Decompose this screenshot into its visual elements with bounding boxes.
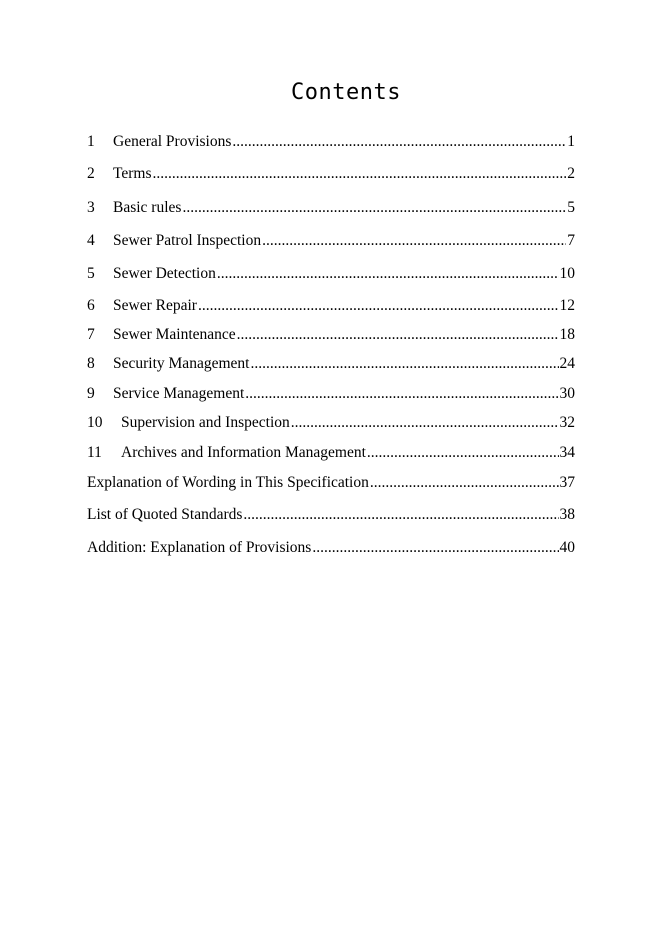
entry-label: Sewer Repair — [113, 297, 197, 314]
entry-page-number: 7 — [567, 232, 575, 249]
toc-entry[interactable] — [87, 232, 575, 254]
toc-entry[interactable] — [87, 414, 575, 436]
toc-entry[interactable] — [87, 133, 575, 155]
entry-number: 5 — [87, 265, 95, 282]
entry-page-number: 37 — [559, 474, 575, 491]
entry-number: 10 — [87, 414, 103, 431]
dot-leader — [217, 265, 559, 283]
entry-label: Supervision and Inspection — [121, 414, 290, 431]
entry-page-number: 18 — [559, 326, 575, 343]
toc-entry[interactable] — [87, 199, 575, 221]
dot-leader — [367, 444, 559, 462]
toc-entry[interactable] — [87, 265, 575, 287]
dot-leader — [312, 539, 558, 557]
entry-page-number: 1 — [567, 133, 575, 150]
dot-leader — [237, 326, 559, 344]
toc-entry[interactable] — [87, 297, 575, 319]
entry-label: List of Quoted Standards — [87, 506, 243, 523]
entry-number: 11 — [87, 444, 102, 461]
toc-entry[interactable] — [87, 444, 575, 466]
entry-page-number: 34 — [559, 444, 575, 461]
toc-entry[interactable] — [87, 355, 575, 377]
toc-entry[interactable] — [87, 474, 575, 496]
toc-entry[interactable] — [87, 506, 575, 528]
dot-leader — [243, 506, 558, 524]
entry-label: Explanation of Wording in This Specification — [87, 474, 369, 491]
entry-label: Archives and Information Management — [121, 444, 366, 461]
entry-label: Security Management — [113, 355, 250, 372]
entry-label: General Provisions — [113, 133, 232, 150]
entry-page-number: 2 — [567, 165, 575, 182]
entry-label: Addition: Explanation of Provisions — [87, 539, 312, 556]
entry-page-number: 40 — [559, 539, 575, 556]
contents-heading: Contents — [291, 80, 401, 105]
entry-number: 9 — [87, 385, 95, 402]
dot-leader — [262, 232, 566, 250]
dot-leader — [153, 165, 567, 183]
entry-page-number: 38 — [559, 506, 575, 523]
entry-number: 2 — [87, 165, 95, 182]
entry-label: Terms — [113, 165, 152, 182]
entry-page-number: 5 — [567, 199, 575, 216]
entry-number: 4 — [87, 232, 95, 249]
dot-leader — [245, 385, 558, 403]
entry-number: 3 — [87, 199, 95, 216]
entry-label: Sewer Patrol Inspection — [113, 232, 262, 249]
dot-leader — [182, 199, 566, 217]
entry-label: Sewer Maintenance — [113, 326, 236, 343]
toc-entry[interactable] — [87, 326, 575, 348]
entry-label: Basic rules — [113, 199, 182, 216]
dot-leader — [232, 133, 566, 151]
entry-label: Service Management — [113, 385, 245, 402]
dot-leader — [250, 355, 558, 373]
entry-label: Sewer Detection — [113, 265, 216, 282]
entry-number: 8 — [87, 355, 95, 372]
entry-page-number: 30 — [559, 385, 575, 402]
entry-number: 1 — [87, 133, 95, 150]
entry-number: 7 — [87, 326, 95, 343]
entry-page-number: 24 — [559, 355, 575, 372]
entry-number: 6 — [87, 297, 95, 314]
entry-page-number: 12 — [559, 297, 575, 314]
entry-page-number: 10 — [559, 265, 575, 282]
dot-leader — [370, 474, 559, 492]
toc-entry[interactable] — [87, 165, 575, 187]
dot-leader — [198, 297, 559, 315]
toc-entry[interactable] — [87, 539, 575, 561]
toc-entry[interactable] — [87, 385, 575, 407]
entry-page-number: 32 — [559, 414, 575, 431]
dot-leader — [291, 414, 559, 432]
